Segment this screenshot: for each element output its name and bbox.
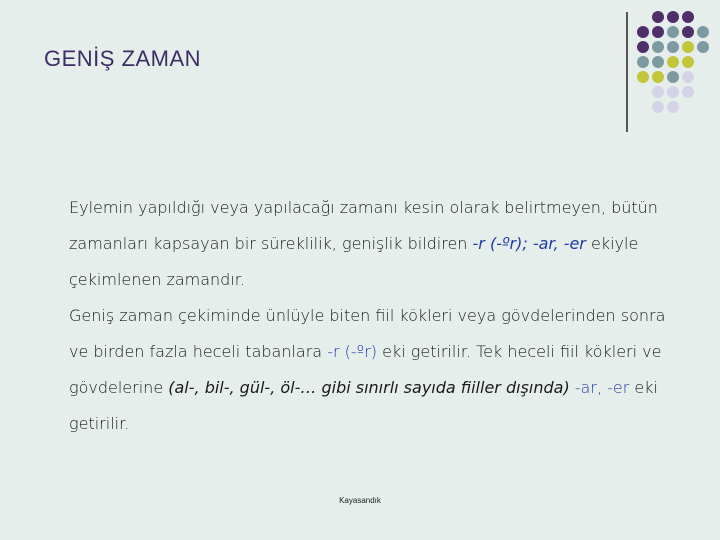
exception-note: (al-, bil-, gül-, öl-… gibi sınırlı sayıda fiiller dışında) bbox=[168, 378, 570, 397]
decorative-dot bbox=[682, 86, 694, 98]
decorative-dot bbox=[667, 26, 679, 38]
decorative-dot bbox=[652, 41, 664, 53]
decorative-dot bbox=[682, 26, 694, 38]
decorative-dot bbox=[682, 11, 694, 23]
suffix-ar-er-2: -ar, -er bbox=[574, 378, 630, 397]
slide-body bbox=[69, 190, 689, 442]
suffix-ar-er: -ar, -er bbox=[532, 234, 586, 253]
decorative-dot bbox=[667, 101, 679, 113]
decorative-dot bbox=[637, 41, 649, 53]
decorative-dot bbox=[652, 26, 664, 38]
decorative-dot bbox=[697, 26, 709, 38]
decorative-dot bbox=[682, 41, 694, 53]
decorative-vertical-line bbox=[626, 12, 628, 132]
paragraph-2-middle: eki getirilir. Tek heceli fiil kökleri ve gövdelerine bbox=[69, 342, 662, 397]
decorative-dot bbox=[682, 56, 694, 68]
decorative-dot-grid bbox=[0, 0, 720, 130]
decorative-dot bbox=[637, 56, 649, 68]
decorative-dot bbox=[637, 26, 649, 38]
decorative-dot bbox=[697, 41, 709, 53]
paragraph-2-text: Geniş zaman çekiminde ünlüyle biten fiil kökleri veya gövdelerinden sonra ve birden fazla heceli tabanlara bbox=[69, 306, 666, 361]
paragraph-2-end: eki getirilir. bbox=[69, 378, 658, 433]
decorative-dot bbox=[667, 56, 679, 68]
decorative-dot bbox=[667, 11, 679, 23]
paragraph-2 bbox=[69, 298, 689, 442]
decorative-dot bbox=[667, 41, 679, 53]
decorative-dot bbox=[652, 86, 664, 98]
suffix-r: -r (-ºr); bbox=[472, 234, 528, 253]
decorative-dot bbox=[667, 86, 679, 98]
decorative-dot bbox=[652, 71, 664, 83]
decorative-dot bbox=[652, 56, 664, 68]
decorative-dot bbox=[652, 101, 664, 113]
suffix-r-2: -r (-ºr) bbox=[327, 342, 378, 361]
decorative-dot bbox=[637, 71, 649, 83]
paragraph-1-end: ekiyle çekimlenen zamandır. bbox=[69, 234, 639, 289]
slide-title: GENİŞ ZAMAN bbox=[44, 46, 202, 71]
slide-footer: Kayasandık bbox=[339, 496, 381, 505]
paragraph-1 bbox=[69, 190, 689, 298]
paragraph-1-text: Eylemin yapıldığı veya yapılacağı zamanı kesin olarak belirtmeyen, bütün zamanları kapsayan bir süreklilik, genişlik bildiren bbox=[69, 198, 658, 253]
decorative-dot bbox=[652, 11, 664, 23]
decorative-dot bbox=[682, 71, 694, 83]
decorative-dot bbox=[667, 71, 679, 83]
